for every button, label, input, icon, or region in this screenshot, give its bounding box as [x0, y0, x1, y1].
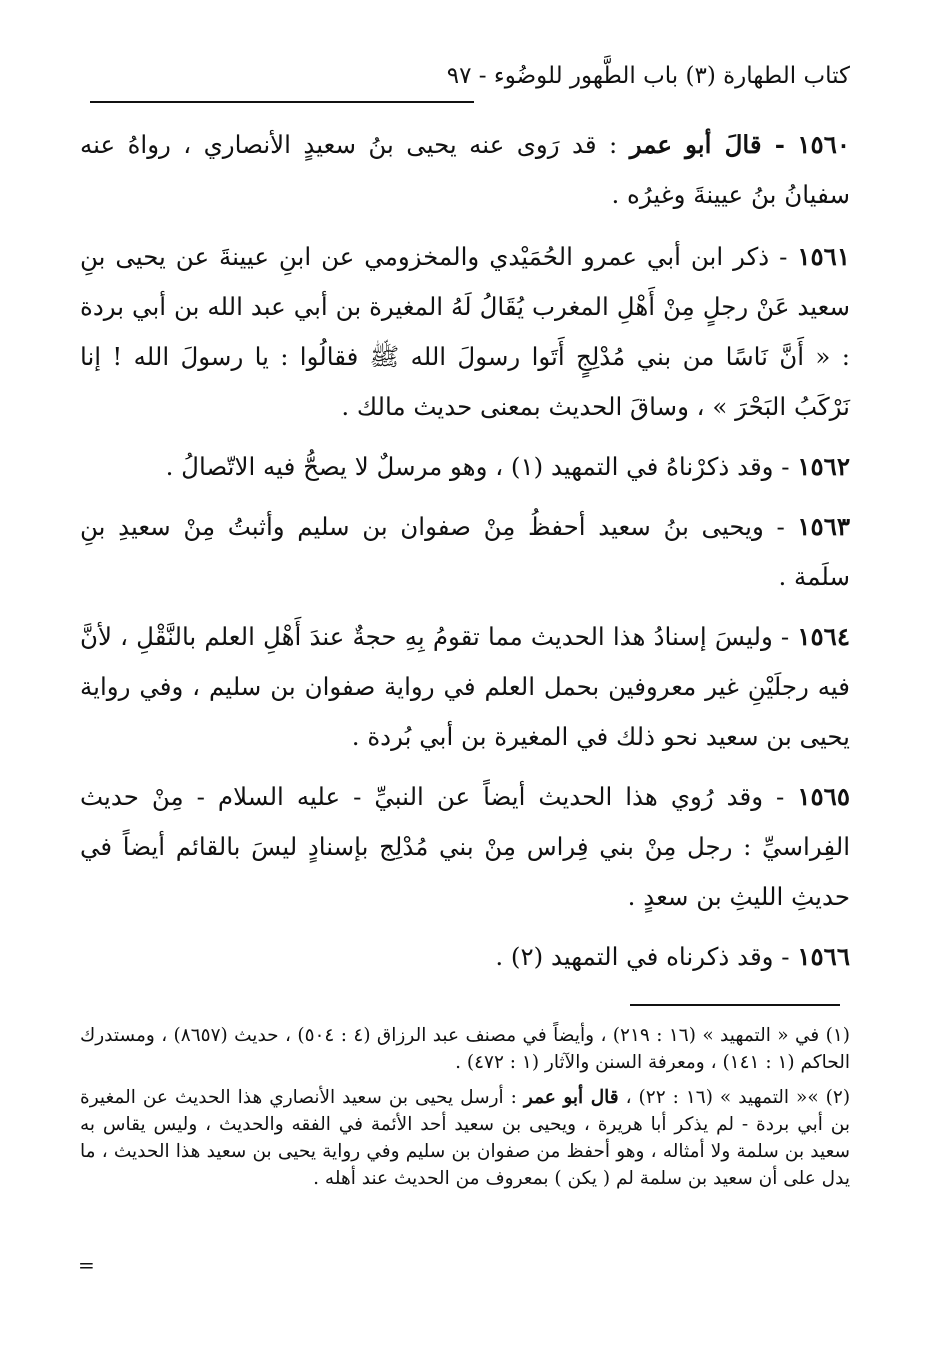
footnote-lead: قال أبو عمر [523, 1087, 619, 1108]
footnotes [80, 1022, 850, 1200]
paragraph-text: - وقد رُوي هذا الحديث أيضاً عن النبيِّ - عليه السلام - مِنْ حديث الفِراسيِّ : رجل مِنْ بني فِراس مِنْ بني مُدْلِج بإسنادٍ ليسَ بالقائم أيضاً في حديثِ الليثِ بن سعدٍ . [80, 782, 850, 911]
paragraph-1566 [80, 932, 850, 982]
paragraph-1560 [80, 120, 850, 220]
paragraph-number: ١٥٦٢ [797, 452, 850, 481]
footnote-prefix: (٢) »« التمهيد » (١٦ : ٢٢) ، [618, 1087, 851, 1108]
paragraph-text: : قد رَوى عنه يحيى بنُ سعيدٍ الأنصاري ، رواهُ عنه سفيانُ بنُ عيينةَ وغيرُه . [80, 130, 850, 209]
footnote-2 [80, 1084, 850, 1192]
page-header [90, 60, 850, 104]
paragraph-number: ١٥٦٦ [797, 942, 850, 971]
paragraph-number: ١٥٦١ [797, 242, 850, 271]
paragraph-1563 [80, 502, 850, 602]
paragraph-1561 [80, 232, 850, 432]
footnote-text: : أرسل يحيى بن سعيد الأنصاري هذا الحديث عن المغيرة بن أبي بردة - لم يذكر أبا هريرة ، ويحيى بن سعيد أحد الأئمة في الفقه والحديث ، وليس يقاس به سعيد بن سلمة ولا أمثاله ، وهو أحفظ من صفوان بن سليم وفي رواية يحيى بن سعيد هذا الحديث ، ما يدل على أن سعيد بن سلمة لم ( يكن ) بمعروف من الحديث عند أهله . [80, 1087, 850, 1189]
paragraph-text: - وقد ذكرناه في التمهيد (٢) . [495, 942, 790, 971]
paragraph-text: - وليسَ إسنادُ هذا الحديث مما تقومُ بِهِ حجةٌ عندَ أَهْلِ العلم بالنَّقْلِ ، لأنَّ فيه رجلَيْنِ غير معروفين بحمل العلم في رواية صفوان بن سليم ، وفي رواية يحيى بن سعيد نحو ذلك في المغيرة بن أبي بُردة . [80, 622, 850, 751]
running-header-title: كتاب الطهارة (٣) باب الطَّهور للوضُوء - ٩٧ [446, 63, 850, 89]
paragraph-number: ١٥٦٥ [797, 782, 850, 811]
paragraph-number: ١٥٦٣ [797, 512, 851, 541]
paragraph-text: - وقد ذكرْناهُ في التمهيد (١) ، وهو مرسلٌ لا يصحُّ فيه الاتّصالُ . [165, 452, 790, 481]
paragraph-lead: قالَ أبو عمر [629, 130, 762, 159]
paragraph-number: ١٥٦٠ [797, 130, 851, 159]
paragraph-number: ١٥٦٤ [797, 622, 850, 651]
footnote-1 [80, 1022, 850, 1076]
footnote-continuation-mark: = [78, 1253, 95, 1277]
paragraph-separator: - [761, 130, 785, 159]
header-rule [90, 101, 474, 103]
paragraph-1565 [80, 772, 850, 922]
footnote-text: (١) في « التمهيد » (١٦ : ٢١٩) ، وأيضاً في مصنف عبد الرزاق (٤ : ٥٠٤) ، حديث (٨٦٥٧) ، ومستدرك الحاكم (١ : ١٤١) ، ومعرفة السنن والآثار (١ : ٤٧٢) . [80, 1025, 851, 1073]
main-text [80, 120, 850, 992]
paragraph-1562 [80, 442, 850, 492]
paragraph-1564 [80, 612, 850, 762]
paragraph-text: - ويحيى بنُ سعيد أحفظُ مِنْ صفوان بن سليم وأثبتُ مِنْ سعيدِ بنِ سلَمة . [80, 512, 850, 591]
paragraph-text: - ذكر ابن أبي عمرو الحُمَيْدي والمخزومي عن ابنِ عيينةَ عن يحيى بنِ سعيد عَنْ رجلٍ مِنْ أَهْلِ المغرب يُقَالُ لَهُ المغيرة بن أبي عبد الله بن أبي بردة : « أَنَّ نَاسًا من بني مُدْلِجٍ أَتَوا رسولَ الله ﷺ فقالُوا : يا رسولَ الله ! إنا نَرْكَبُ البَحْرَ » ، وساقَ الحديث بمعنى حديث مالك . [80, 242, 850, 421]
footnote-rule-line [630, 1004, 840, 1006]
